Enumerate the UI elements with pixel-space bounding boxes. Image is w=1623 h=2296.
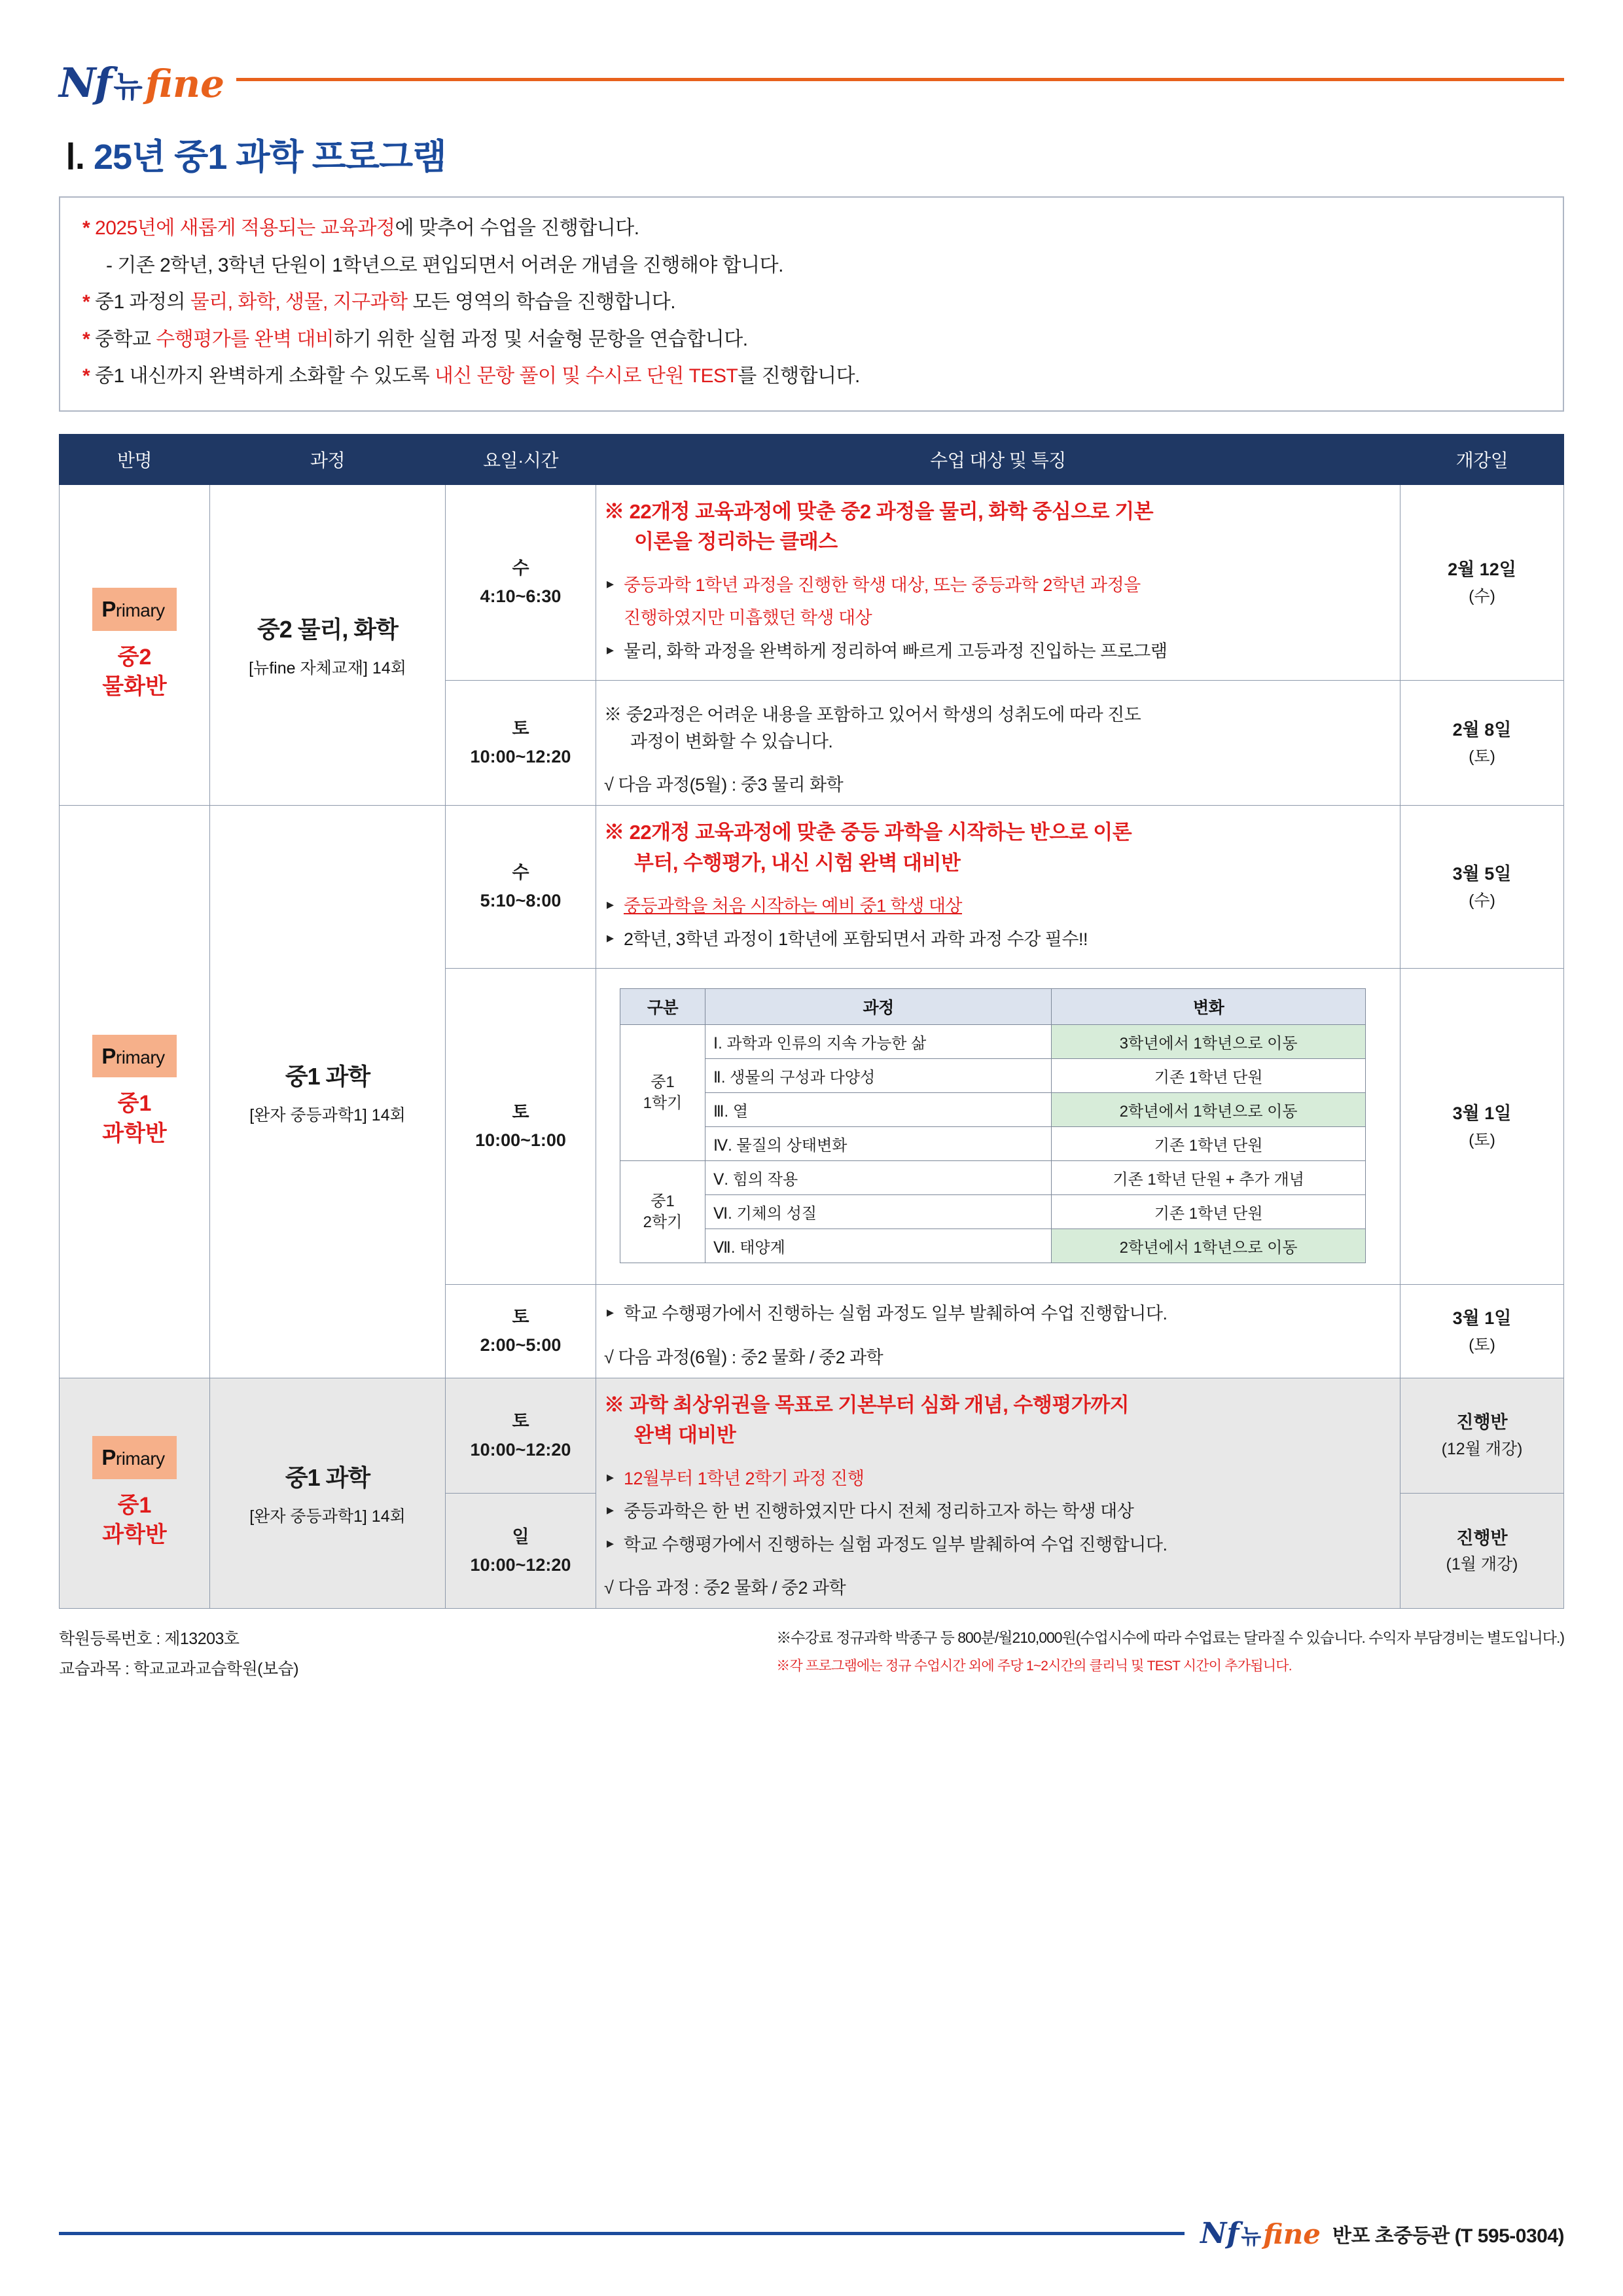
inner-th: 구분 (620, 989, 705, 1025)
description-cell (596, 806, 1400, 969)
open-date: 3월 1일 (1452, 1308, 1512, 1328)
schedule-table (59, 434, 1564, 1609)
time-range: 4:10~6:30 (480, 586, 562, 607)
logo (59, 59, 224, 107)
desc-bullet: ▸ 2학년, 3학년 과정이 1학년에 포함되면서 과학 과정 수강 필수!! (604, 926, 1392, 953)
open-dow: (토) (1469, 1131, 1495, 1150)
inner-change-cell: 기존 1학년 단원 + 추가 개념 (1052, 1161, 1366, 1195)
th-class: 반명 (60, 434, 210, 484)
inner-course-cell: Ⅶ. 태양계 (705, 1229, 1052, 1263)
intro-bullet-star: * (82, 217, 96, 239)
open-date: 3월 5일 (1452, 864, 1512, 884)
inner-course-cell: Ⅱ. 생물의 구성과 다양성 (705, 1059, 1052, 1093)
intro-text: 물리, 화학, 생물, 지구과학 (190, 291, 408, 314)
inner-header-row (620, 989, 1366, 1025)
footer (59, 1626, 1564, 1686)
inner-change-cell: 기존 1학년 단원 (1052, 1127, 1366, 1161)
inner-row (620, 1195, 1366, 1229)
registration-number: 학원등록번호 : 제13203호 (59, 1630, 240, 1649)
desc-bullet: ▸ 12월부터 1학년 2학기 과정 진행 (604, 1465, 1392, 1492)
open-dow: (1월 개강) (1446, 1555, 1518, 1574)
time-range: 10:00~1:00 (475, 1130, 566, 1151)
course-book: [완자 중등과학1] 14회 (249, 1105, 406, 1124)
course-name: 중1 과학 (285, 1062, 370, 1090)
inner-course-cell: Ⅵ. 기체의 성질 (705, 1195, 1052, 1229)
open-date: 2월 8일 (1452, 720, 1512, 740)
inner-change-cell: 3학년에서 1학년으로 이동 (1052, 1025, 1366, 1059)
open-date-cell (1400, 1494, 1564, 1609)
inner-row (620, 1127, 1366, 1161)
intro-text: 를 진행합니다. (738, 365, 860, 387)
time-day: 수 (512, 863, 529, 883)
tuition-note: ※수강료 정규과학 박종구 등 800분/월210,000원(수업시수에 따라 수업료는 달라질 수 있습니다. 수익자 부담경비는 별도입니다.) (776, 1629, 1564, 1647)
page-title-text: 25년 중1 과학 프로그램 (93, 137, 446, 177)
class-name-cell (60, 484, 210, 806)
footer-bar (59, 2217, 1564, 2250)
primary-badge: Primary (92, 1035, 176, 1078)
next-course-note: √ 다음 과정(5월) : 중3 물리 화학 (604, 775, 844, 795)
course-name: 중2 물리, 화학 (257, 616, 398, 643)
time-cell (446, 1285, 596, 1378)
inner-course-cell: Ⅳ. 물질의 상태변화 (705, 1127, 1052, 1161)
th-desc: 수업 대상 및 특징 (596, 434, 1400, 484)
footer-branch: 반포 초중등관 (T 595-0304) (1332, 2225, 1564, 2247)
time-cell (446, 1378, 596, 1493)
header-brand-row (59, 59, 1564, 107)
time-cell (446, 969, 596, 1285)
desc-bullet: ▸ 중등과학은 한 번 진행하였지만 다시 전체 정리하고자 하는 학생 대상 (604, 1498, 1392, 1525)
open-date-cell (1400, 1285, 1564, 1378)
intro-bullet-star: * (82, 291, 96, 314)
course-cell (210, 1378, 446, 1609)
intro-text: 에 맞추어 수업을 진행합니다. (395, 217, 639, 239)
inner-group-cell: 중1 1학기 (620, 1025, 705, 1161)
page-title (65, 129, 1564, 179)
inner-th: 변화 (1052, 989, 1366, 1025)
inner-course-cell: Ⅲ. 열 (705, 1093, 1052, 1127)
intro-text: - 기존 2학년, 3학년 단원이 1학년으로 편입되면서 어려운 개념을 진행해야 합니다. (106, 254, 783, 276)
curriculum-change-table (620, 988, 1366, 1263)
desc-bullet: ▸ 학교 수행평가에서 진행하는 실험 과정도 일부 발췌하여 수업 진행합니다. (604, 1300, 1392, 1327)
open-date: 진행반 (1456, 1528, 1508, 1548)
description-cell (596, 969, 1400, 1285)
intro-line (82, 215, 1541, 243)
description-cell (596, 681, 1400, 806)
inner-th: 과정 (705, 989, 1052, 1025)
class-label: 중2 물화반 (102, 644, 167, 700)
subject-line: 교습과목 : 학교교과교습학원(보습) (59, 1660, 299, 1679)
inner-row (620, 1161, 1366, 1195)
time-cell (446, 484, 596, 681)
time-range: 10:00~12:20 (470, 1554, 571, 1575)
desc-headline: ※ 22개정 교육과정에 맞춘 중등 과학을 시작하는 반으로 이론 부터, 수행평가, 내신 시험 완벽 대비반 (604, 821, 1132, 874)
time-cell (446, 681, 596, 806)
desc-bullet: ▸ 학교 수행평가에서 진행하는 실험 과정도 일부 발췌하여 수업 진행합니다. (604, 1532, 1392, 1558)
time-cell (446, 1494, 596, 1609)
desc-bullet: ▸ 중등과학 1학년 과정을 진행한 학생 대상, 또는 중등과학 2학년 과정을 (604, 572, 1392, 599)
inner-row (620, 1025, 1366, 1059)
footer-divider (59, 2232, 1185, 2235)
inner-change-cell: 기존 1학년 단원 (1052, 1059, 1366, 1093)
clinic-note: ※각 프로그램에는 정규 수업시간 외에 주당 1~2시간의 클리닉 및 TEST 시간이 추가됩니다. (776, 1659, 1292, 1674)
intro-text: 모든 영역의 학습을 진행합니다. (407, 291, 676, 314)
th-time: 요일·시간 (446, 434, 596, 484)
intro-bullet-star: * (82, 328, 96, 350)
header-divider (236, 78, 1564, 81)
class-name-cell (60, 1378, 210, 1609)
open-dow: (수) (1469, 586, 1495, 605)
time-range: 10:00~12:20 (470, 1439, 571, 1460)
open-date: 3월 1일 (1452, 1103, 1512, 1124)
footer-logo (1200, 2217, 1321, 2250)
open-dow: (12월 개강) (1441, 1440, 1523, 1459)
desc-bullet: ▸ 중등과학을 처음 시작하는 예비 중1 학생 대상 (604, 893, 1392, 920)
inner-row (620, 1059, 1366, 1093)
description-cell (596, 1285, 1400, 1378)
inner-change-cell: 2학년에서 1학년으로 이동 (1052, 1229, 1366, 1263)
footer-logo-nu: 뉴 (1241, 2225, 1262, 2248)
time-day: 토 (512, 1102, 529, 1122)
open-date-cell (1400, 806, 1564, 969)
intro-text: 중1 내신까지 완벽하게 소화할 수 있도록 (95, 365, 435, 387)
th-course: 과정 (210, 434, 446, 484)
open-date: 2월 12일 (1448, 559, 1516, 579)
primary-badge: Primary (92, 588, 176, 631)
primary-badge: Primary (92, 1436, 176, 1479)
intro-line (82, 289, 1541, 317)
table-header-row (60, 434, 1564, 484)
desc-bullet: ▸ 물리, 화학 과정을 완벽하게 정리하여 빠르게 고등과정 진입하는 프로그램 (604, 638, 1392, 665)
logo-nu: 뉴 (113, 69, 143, 103)
course-book: [뉴fine 자체교재] 14회 (249, 659, 406, 678)
time-day: 수 (512, 558, 529, 579)
logo-fine: fine (145, 62, 225, 106)
time-day: 토 (512, 1411, 529, 1431)
time-day: 일 (512, 1526, 529, 1547)
desc-headline: ※ 22개정 교육과정에 맞춘 중2 과정을 물리, 화학 중심으로 기본 이론을 정리하는 클래스 (604, 499, 1154, 554)
desc-note: ※ 중2과정은 어려운 내용을 포함하고 있어서 학생의 성취도에 따라 진도 과정이 변화할 수 있습니다. (604, 705, 1141, 751)
time-range: 2:00~5:00 (480, 1335, 562, 1355)
page-title-numeral: Ⅰ. (65, 137, 84, 177)
time-range: 5:10~8:00 (480, 891, 562, 911)
open-date-cell (1400, 969, 1564, 1285)
intro-line (82, 363, 1541, 391)
open-date: 진행반 (1456, 1412, 1508, 1433)
footer-left (59, 1626, 298, 1686)
class-name-cell (60, 806, 210, 1378)
time-day: 토 (512, 719, 529, 739)
table-row (60, 1378, 1564, 1493)
open-date-cell (1400, 484, 1564, 681)
table-row (60, 806, 1564, 969)
open-dow: (토) (1469, 747, 1495, 766)
course-book: [완자 중등과학1] 14회 (249, 1507, 406, 1526)
course-cell (210, 484, 446, 806)
class-label: 중1 과학반 (102, 1091, 167, 1146)
open-date-cell (1400, 1378, 1564, 1493)
course-cell (210, 806, 446, 1378)
inner-change-cell: 2학년에서 1학년으로 이동 (1052, 1093, 1366, 1127)
table-row (60, 484, 1564, 681)
th-open: 개강일 (1400, 434, 1564, 484)
inner-row (620, 1093, 1366, 1127)
time-cell (446, 806, 596, 969)
open-date-cell (1400, 681, 1564, 806)
open-dow: (수) (1469, 891, 1495, 910)
inner-change-cell: 기존 1학년 단원 (1052, 1195, 1366, 1229)
open-dow: (토) (1469, 1335, 1495, 1354)
time-day: 토 (512, 1307, 529, 1327)
intro-box (59, 196, 1564, 412)
intro-text: 수행평가를 완벽 대비 (156, 328, 334, 350)
intro-text: 중학교 (95, 328, 156, 350)
next-course-note: √ 다음 과정 : 중2 물화 / 중2 과학 (604, 1578, 846, 1598)
inner-group-cell: 중1 2학기 (620, 1161, 705, 1263)
desc-headline: ※ 과학 최상위권을 목표로 기본부터 심화 개념, 수행평가까지 완벽 대비반 (604, 1393, 1130, 1447)
next-course-note: √ 다음 과정(6월) : 중2 물화 / 중2 과학 (604, 1347, 883, 1367)
inner-course-cell: Ⅰ. 과학과 인류의 지속 가능한 삶 (705, 1025, 1052, 1059)
footer-logo-fine: fine (1263, 2218, 1321, 2250)
intro-text: 하기 위한 실험 과정 및 서술형 문항을 연습합니다. (334, 328, 748, 350)
intro-text: 내신 문항 풀이 및 수시로 단원 TEST (434, 365, 738, 387)
intro-text: 2025년에 새롭게 적용되는 교육과정 (95, 217, 395, 239)
intro-text: 중1 과정의 (95, 291, 190, 314)
intro-line (106, 252, 1541, 280)
inner-row (620, 1229, 1366, 1263)
desc-bullet: 진행하였지만 미흡했던 학생 대상 (624, 608, 872, 628)
footer-right (776, 1626, 1564, 1686)
course-name: 중1 과학 (285, 1464, 370, 1492)
intro-bullet-star: * (82, 365, 96, 387)
inner-course-cell: Ⅴ. 힘의 작용 (705, 1161, 1052, 1195)
description-cell (596, 484, 1400, 681)
time-range: 10:00~12:20 (470, 747, 571, 767)
intro-line (82, 326, 1541, 354)
description-cell (596, 1378, 1400, 1609)
footer-logo-nf: Nf (1200, 2217, 1240, 2250)
logo-nf: Nf (59, 59, 111, 107)
class-label: 중1 과학반 (102, 1492, 167, 1548)
